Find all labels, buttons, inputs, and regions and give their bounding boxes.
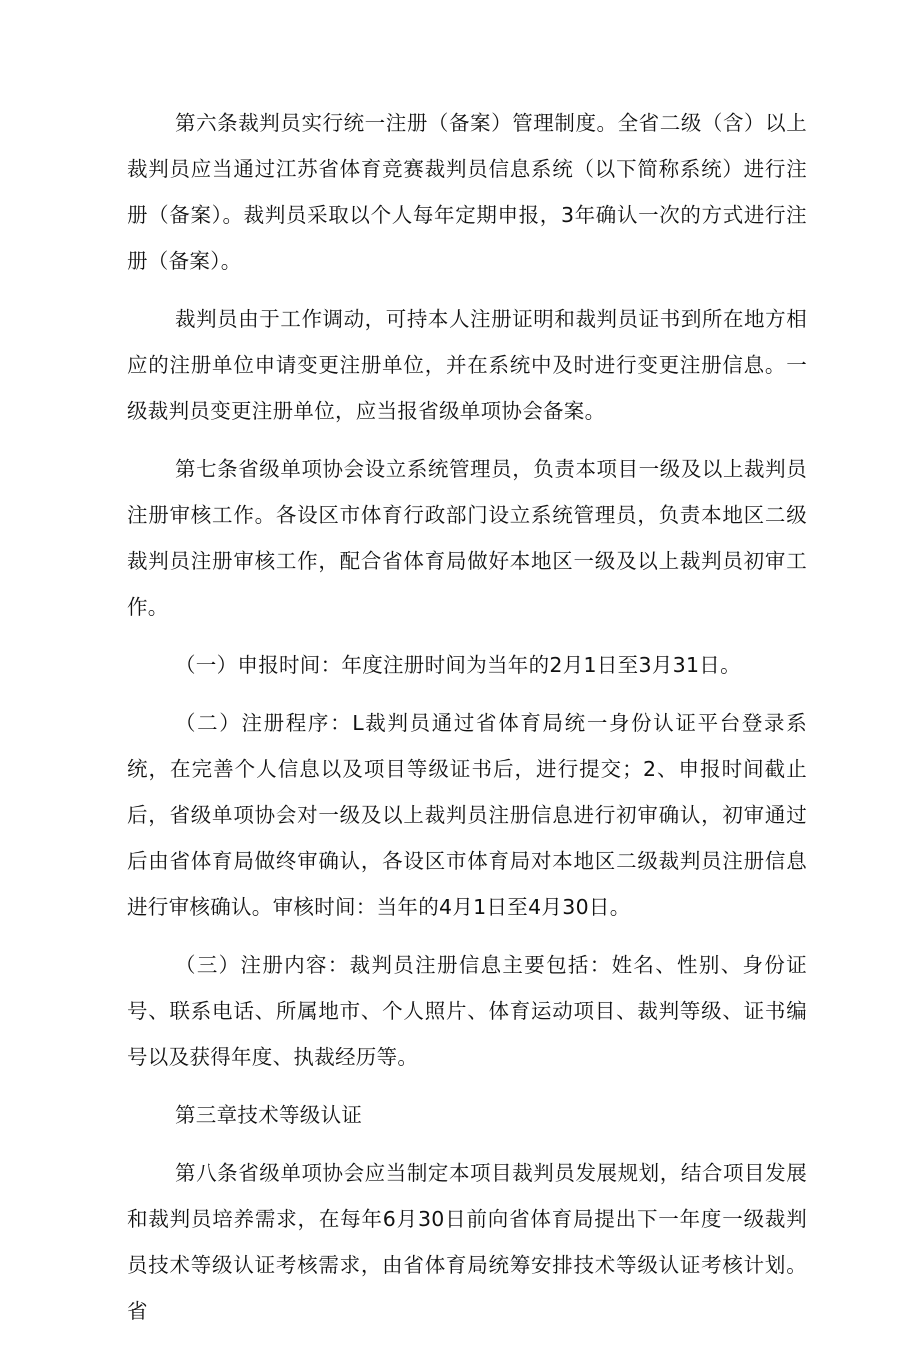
paragraph-article-6: 第六条裁判员实行统一注册（备案）管理制度。全省二级（含）以上裁判员应当通过江苏省体育竞赛裁判员信息系统（以下简称系统）进行注册（备案）。裁判员采取以个人每年定期申报，3年确认一次的方式进行注册（备案）。 [127, 111, 807, 273]
paragraph-item-3: （三）注册内容：裁判员注册信息主要包括：姓名、性别、身份证号、联系电话、所属地市、个人照片、体育运动项目、裁判等级、证书编号以及获得年度、执裁经历等。 [127, 953, 807, 1069]
paragraph-item-2: （二）注册程序：L裁判员通过省体育局统一身份认证平台登录系统，在完善个人信息以及项目等级证书后，进行提交；2、申报时间截止后，省级单项协会对一级及以上裁判员注册信息进行初审确认，初审通过后由省体育局做终审确认，各设区市体育局对本地区二级裁判员注册信息进行审核确认。审核时间：当年的4月1日至4月30日。 [127, 711, 807, 919]
paragraph-article-8: 第八条省级单项协会应当制定本项目裁判员发展规划，结合项目发展和裁判员培养需求，在每年6月30日前向省体育局提出下一年度一级裁判员技术等级认证考核需求，由省体育局统筹安排技术等级认证考核计划。省 [127, 1161, 807, 1323]
document-body [127, 100, 807, 1346]
paragraph-item-1: （一）申报时间：年度注册时间为当年的2月1日至3月31日。 [175, 653, 741, 677]
paragraph-transfer: 裁判员由于工作调动，可持本人注册证明和裁判员证书到所在地方相应的注册单位申请变更注册单位，并在系统中及时进行变更注册信息。一级裁判员变更注册单位，应当报省级单项协会备案。 [127, 307, 807, 423]
paragraph-article-7: 第七条省级单项协会设立系统管理员，负责本项目一级及以上裁判员注册审核工作。各设区市体育行政部门设立系统管理员，负责本地区二级裁判员注册审核工作，配合省体育局做好本地区一级及以上裁判员初审工作。 [127, 457, 807, 619]
chapter-heading: 第三章技术等级认证 [175, 1103, 363, 1127]
